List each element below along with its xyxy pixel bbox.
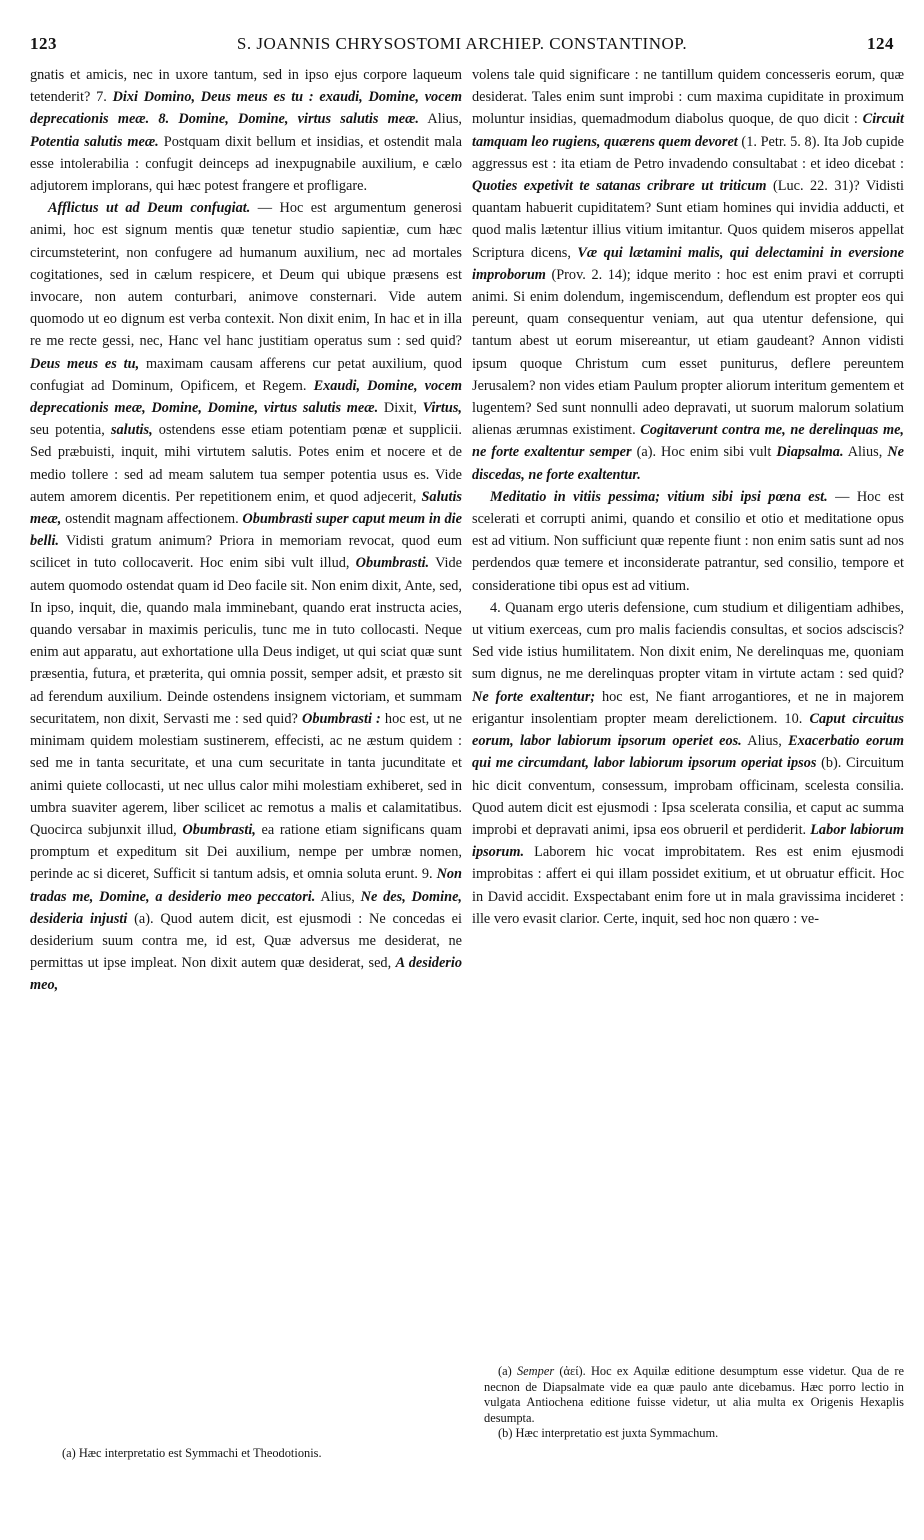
running-header [30,34,894,62]
page-number-right: 124 [867,34,894,53]
left-column [30,64,462,997]
right-paragraph-3: 4. Quanam ergo uteris defensione, cum studium et diligentiam adhibes, ut vitium exerceas, cum pro malis faciendis consultas, et socios adsciscis? Sed vide istius humilitatem. Non dixit enim, Ne derelinquas me, quoniam sum dignus, ne me derelinquas propter vitam in virtute actam : sed quid? Ne forte exaltentur; hoc est, Ne fiant arrogantiores, et ne in majorem erigantur insolentiam propter meam derelictionem. 10. Caput circuitus eorum, labor labiorum ipsorum operiet eos. Alius, Exacerbatio eorum qui me circumdant, labor labiorum ipsorum operiat ipsos (b). Circuitum hic dicit conventum, consessum, improbam officinam, scelesta consilia. Quod autem dicit est ejusmodi : Ipsa scelerata consilia, et caput ac summa improbi et depravati animi, ipsa eos obrueril et perdiderit. Labor labiorum ipsorum. Laborem hic vocat improbitatem. Res est enim ejusmodi improbitas : affert ei qui illam possidet exitium, et ut obruatur efficit. Hoc in David accidit. Exspectabant enim fore ut in mala gravissima incideret : ille vero evasit clarior. Certe, inquit, sed hoc non quæro : ve- [472,599,905,927]
section-heading: Afflictus ut ad Deum confugiat. [48,200,251,217]
footnote-right-a: (a) Semper (ἀεί). Hoc ex Aquilæ editione desumptum esse videtur. Qua de re necnon de Diapsalmate vide ea quæ paulo ante dicebamus. Hæc porro lectio in vulgata Antiochena editione fuisse videtur, ut alia multa ex Origenis Hexaplis desumpta. [484,1364,904,1425]
right-paragraph-2: Meditatio in vitiis pessima; vitium sibi ipsi pœna est. — Hoc est scelerati et corrupti animi, quando et consilio et otio et meditatione opus est ad vitium. Non sufficiunt quæ repente fiunt : non enim satis sunt ad nos perdendos quæ temere et inconsiderate patrantur, sed consilio, tempore et consideratione tibi opus est ad vitium. [472,488,904,594]
right-paragraph-1: volens tale quid significare : ne tantillum quidem concesseris eorum, quæ desiderat. Tales enim sunt improbi : cum maxima cupiditate in proximum moluntur insidias, quemadmodum diabolus quoque, de quo dicit : Circuit tamquam leo rugiens, quærens quem devoret (1. Petr. 5. 8). Ita Job cupide aggressus est : ita etiam de Petro invadendo consultabat : et ideo dicebat : Quoties expetivit te satanas cribrare ut triticum (Luc. 22. 31)? Vidisti quantam habuerit cupiditatem? Sunt etiam homines qui invidia adducti, et quod malis lætentur illius vitium imitantur. Quos quidem miseros appellat Scriptura dicens, Væ qui lætamini malis, qui delectamini in eversione improborum (Prov. 2. 14); idque merito : hoc est enim pravi et corrupti animi. Si enim dolendum, ingemiscendum, deflendum est propter eos qui pereunt, quam consequentur veniam, aut qua utentur defensione, qui tantum abest ut eorum misereantur, ut etiam gaudeant? Annon vidisti ipsum quoque Christum cum esset puniturus, deflere pereuntem Jerusalem? non vides etiam Paulum propter aliorum interitum gementem et lugentem? Sed sunt nonnulli adeo depravati, ut suorum malorum solatium alienas ærumnas existiment. Cogitaverunt contra me, ne derelinquas me, ne forte exaltentur semper (a). Hoc enim sibi vult Diapsalma. Alius, Ne discedas, ne forte exaltentur. [472,67,904,483]
left-paragraph-2: Afflictus ut ad Deum confugiat. — Hoc est argumentum generosi animi, hoc est signum mentis quæ tenetur studio sapientiæ, cum hæc circumsteterint, non confugere ad humanum auxilium, nec ad mortales cogitationes, sed in cælum respicere, et Deum qui ubique præsens est invocare, non autem conturbari, animove consternari. Vide autem quomodo ut eo dignum est verba contexit. Non dixit enim, In hac et in illa re me recte gessi, nec, Hanc vel hanc justitiam operatus sum : sed quid? Deus meus es tu, maximam causam afferens cur petat auxilium, quod confugiat ad Dominum, Opificem, et Regem. Exaudi, Domine, vocem deprecationis meæ, Domine, Domine, virtus salutis meæ. Dixit, Virtus, seu potentia, salutis, ostendens esse etiam potentiam pœnæ et supplicii. Sed præbuisti, inquit, mihi virtutem salutis. Potes enim et nocere et de medio tollere : sed ad meam salutem tua semper potentia usus es. Vide autem amorem dicentis. Per repetitionem enim, et quod adjecerit, Salutis meæ, ostendit magnam affectionem. Obumbrasti super caput meum in die belli. Vidisti gratum animum? Priora in memoriam revocat, quod eum scilicet in tuto collocaverit. Hoc enim sibi vult illud, Obumbrasti. Vide autem quomodo ostendat quam id Deo facile sit. Non enim dixit, Ante, sed, In ipso, inquit, die, quando mala imminebant, quando erat instructa acies, quando versabar in maximis periculis, tunc me in tuto collocasti. Neque enim aut apparatu, aut exhortatione ulla Deus indiget, ut qui sciat quæ sunt præsentia, futura, et præterita, qui omnia possit, semper adsit, et præsto sit ad ferendum auxilium. Deinde ostendens insignem victoriam, et summam securitatem, non dixit, Servasti me : sed quid? Obumbrasti : hoc est, ut ne minimam quidem molestiam sustinerem, effecisti, ac ne æstum quidem : sed me in tanta securitate, et una cum securitate in tanta jucunditate et animi quiete collocasti, ut nec ullus calor mihi molestiam exhiberet, sed in umbra suaviter agerem, liber scilicet ac remotus a malis et calamitatibus. Quocirca subjunxit illud, Obumbrasti, ea ratione etiam significans quam promptum et expeditum sit Dei auxilium, nempe per umbræ nomen, perinde ac si diceret, Sufficit si tantum adsis, et omnia soluta erunt. 9. Non tradas me, Domine, a desiderio meo peccatori. Alius, Ne des, Domine, desideria injusti (a). Quod autem dicit, est ejusmodi : Ne concedas ei desiderium suum contra me, id est, Quæ adversus me desiderat, ne permittas ut ipse impleat. Non dixit autem quæ desiderat, sed, A desiderio meo, [30,200,463,994]
footnote-left [48,1446,462,1462]
left-paragraph-1: gnatis et amicis, nec in uxore tantum, sed in ipso ejus corpore laqueum tetenderit? 7. Dixi Domino, Deus meus es tu : exaudi, Domine, vocem deprecationis meæ. 8. Domine, Domine, virtus salutis meæ. Alius, Potentia salutis meæ. Postquam dixit bellum et insidias, et ostendit mala esse intolerabilia : confugit deinceps ad inexpugnabile auxilium, e cælo adjutorem implorans, qui hæc potest frangere et profligare. [30,67,463,195]
right-column [472,64,904,930]
footnote-left-a: (a) Hæc interpretatio est Symmachi et Theodotionis. [62,1446,322,1460]
section-heading: Meditatio in vitiis pessima; vitium sibi ipsi pœna est. [490,488,828,505]
running-title: S. JOANNIS CHRYSOSTOMI ARCHIEP. CONSTANTINOP. [236,34,688,53]
page-number-left: 123 [30,34,57,53]
footnotes-right [484,1364,904,1442]
footnote-right-b: (b) Hæc interpretatio est juxta Symmachum. [498,1426,719,1441]
